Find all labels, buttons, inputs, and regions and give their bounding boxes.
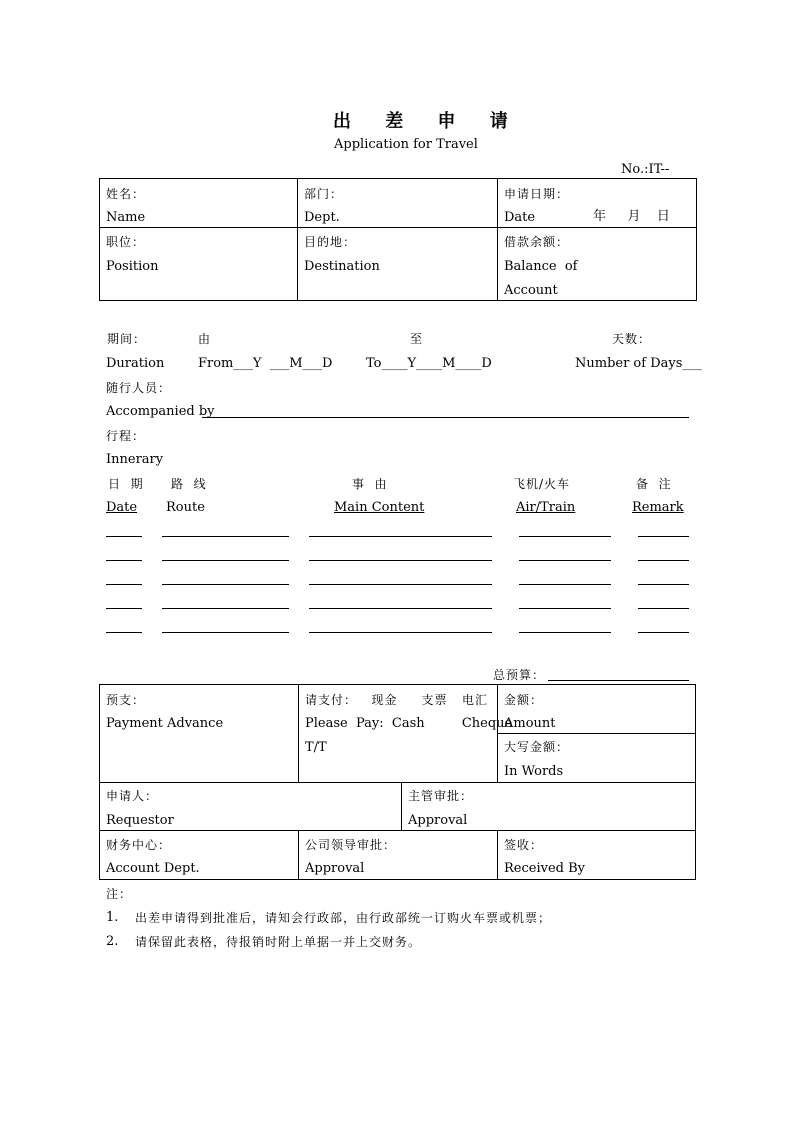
date-label-cn: 申请日期： xyxy=(504,187,570,201)
destination-label-cn: 目的地： xyxy=(304,235,357,249)
itinerary-route-field[interactable] xyxy=(162,560,289,561)
from-field[interactable]: From___Y ___M___D xyxy=(198,356,333,371)
pay-method-cell[interactable] xyxy=(299,685,513,782)
col-route-cn: 路 线 xyxy=(171,477,207,491)
dept-label-en: Dept. xyxy=(304,210,340,225)
note-2-number: 2. xyxy=(106,934,119,949)
itinerary-content-field[interactable] xyxy=(309,632,492,633)
account-label-en: Account Dept. xyxy=(106,861,200,876)
supervisor-label-en: Approval xyxy=(408,813,468,828)
itinerary-route-field[interactable] xyxy=(162,536,289,537)
name-label-cn: 姓名： xyxy=(106,187,146,201)
amount-label-cn: 金额： xyxy=(504,693,544,707)
date-ymd: 年 月 日 xyxy=(593,209,671,224)
amount-cell[interactable] xyxy=(498,685,695,733)
dept-cell[interactable] xyxy=(298,179,498,228)
date-cell[interactable] xyxy=(498,179,697,228)
destination-label-en: Destination xyxy=(304,259,380,274)
itinerary-label-cn: 行程： xyxy=(106,429,146,443)
itinerary-content-field[interactable] xyxy=(309,560,492,561)
in-words-cell[interactable] xyxy=(498,734,695,782)
balance-label-en-2: Account xyxy=(504,283,558,298)
balance-label-en-1: Balance of xyxy=(504,259,578,274)
itinerary-route-field[interactable] xyxy=(162,608,289,609)
name-cell[interactable] xyxy=(100,179,298,228)
itinerary-date-field[interactable] xyxy=(106,536,142,537)
advance-cell[interactable] xyxy=(100,685,298,782)
col-date-cn: 日 期 xyxy=(108,477,144,491)
col-remark-en: Remark xyxy=(632,500,684,515)
col-remark-cn: 备 注 xyxy=(636,477,672,491)
applicant-info-table xyxy=(99,178,697,301)
itinerary-content-field[interactable] xyxy=(309,536,492,537)
itinerary-remark-field[interactable] xyxy=(638,608,689,609)
itinerary-route-field[interactable] xyxy=(162,632,289,633)
accompanied-label-en: Accompanied by xyxy=(106,404,215,419)
dept-label-cn: 部门： xyxy=(304,187,344,201)
itinerary-date-field[interactable] xyxy=(106,560,142,561)
pay-method-label-en: Please Pay: Cash Cheque xyxy=(305,716,513,731)
itinerary-transport-field[interactable] xyxy=(519,560,611,561)
to-field[interactable]: To____Y____M____D xyxy=(366,356,492,371)
col-date-en: Date xyxy=(106,500,138,515)
to-label-cn: 至 xyxy=(410,332,424,346)
requestor-label-en: Requestor xyxy=(106,813,174,828)
date-label-en: Date xyxy=(504,210,536,225)
in-words-label-cn: 大写金额： xyxy=(504,740,570,754)
note-1-text: 出差申请得到批准后，请知会行政部，由行政部统一订购火车票或机票； xyxy=(135,911,552,925)
duration-label-en: Duration xyxy=(106,356,165,371)
leader-label-cn: 公司领导审批： xyxy=(305,838,397,852)
itinerary-date-field[interactable] xyxy=(106,632,142,633)
leader-label-en: Approval xyxy=(305,861,365,876)
in-words-label-en: In Words xyxy=(504,764,564,779)
account-label-cn: 财务中心： xyxy=(106,838,172,852)
accompanied-label-cn: 随行人员： xyxy=(106,381,172,395)
balance-cell[interactable] xyxy=(498,228,697,301)
received-label-en: Received By xyxy=(504,861,586,876)
position-cell[interactable] xyxy=(100,228,298,301)
advance-label-en: Payment Advance xyxy=(106,716,224,731)
col-transport-cn: 飞机/火车 xyxy=(513,477,571,491)
itinerary-transport-field[interactable] xyxy=(519,632,611,633)
supervisor-approval-cell[interactable] xyxy=(402,783,695,830)
note-1-number: 1. xyxy=(106,910,119,925)
days-field[interactable]: Number of Days___ xyxy=(575,356,702,371)
days-label-cn: 天数： xyxy=(612,332,652,346)
position-label-cn: 职位： xyxy=(106,235,146,249)
requestor-cell[interactable] xyxy=(100,783,401,830)
destination-cell[interactable] xyxy=(298,228,498,301)
total-budget-field[interactable] xyxy=(548,680,689,681)
period-label-cn: 期间： xyxy=(107,332,147,346)
accompanied-field[interactable] xyxy=(202,417,689,418)
leader-approval-cell[interactable] xyxy=(299,831,497,880)
advance-label-cn: 预支： xyxy=(106,693,146,707)
form-title: 出 差 申 请 xyxy=(333,111,522,132)
note-2-text: 请保留此表格，待报销时附上单据一并上交财务。 xyxy=(135,935,422,949)
col-transport-en: Air/Train xyxy=(516,500,576,515)
account-dept-cell[interactable] xyxy=(100,831,298,880)
received-label-cn: 签收： xyxy=(504,838,544,852)
received-by-cell[interactable] xyxy=(498,831,695,880)
pay-method-label-cn: 请支付： 现金 支票 电汇 xyxy=(305,693,488,707)
supervisor-label-cn: 主管审批： xyxy=(408,789,474,803)
itinerary-transport-field[interactable] xyxy=(519,536,611,537)
balance-label-cn: 借款余额： xyxy=(504,235,570,249)
itinerary-remark-field[interactable] xyxy=(638,632,689,633)
itinerary-remark-field[interactable] xyxy=(638,584,689,585)
name-label-en: Name xyxy=(106,210,146,225)
form-number: No.:IT-- xyxy=(621,162,670,177)
col-content-cn: 事 由 xyxy=(352,477,388,491)
itinerary-transport-field[interactable] xyxy=(519,584,611,585)
notes-label: 注： xyxy=(106,887,133,901)
pay-method-tt: T/T xyxy=(305,740,327,755)
itinerary-date-field[interactable] xyxy=(106,584,142,585)
col-content-en: Main Content xyxy=(334,500,425,515)
itinerary-content-field[interactable] xyxy=(309,608,492,609)
amount-label-en: Amount xyxy=(504,716,556,731)
itinerary-label-en: Innerary xyxy=(106,452,164,467)
itinerary-date-field[interactable] xyxy=(106,608,142,609)
col-route-en: Route xyxy=(166,500,205,515)
itinerary-content-field[interactable] xyxy=(309,584,492,585)
position-label-en: Position xyxy=(106,259,159,274)
itinerary-remark-field[interactable] xyxy=(638,536,689,537)
total-budget-label: 总预算： xyxy=(493,668,546,682)
itinerary-remark-field[interactable] xyxy=(638,560,689,561)
requestor-label-cn: 申请人： xyxy=(106,789,159,803)
itinerary-route-field[interactable] xyxy=(162,584,289,585)
payment-approval-table xyxy=(99,684,696,880)
form-subtitle: Application for Travel xyxy=(334,137,478,152)
itinerary-transport-field[interactable] xyxy=(519,608,611,609)
from-label-cn: 由 xyxy=(198,332,212,346)
